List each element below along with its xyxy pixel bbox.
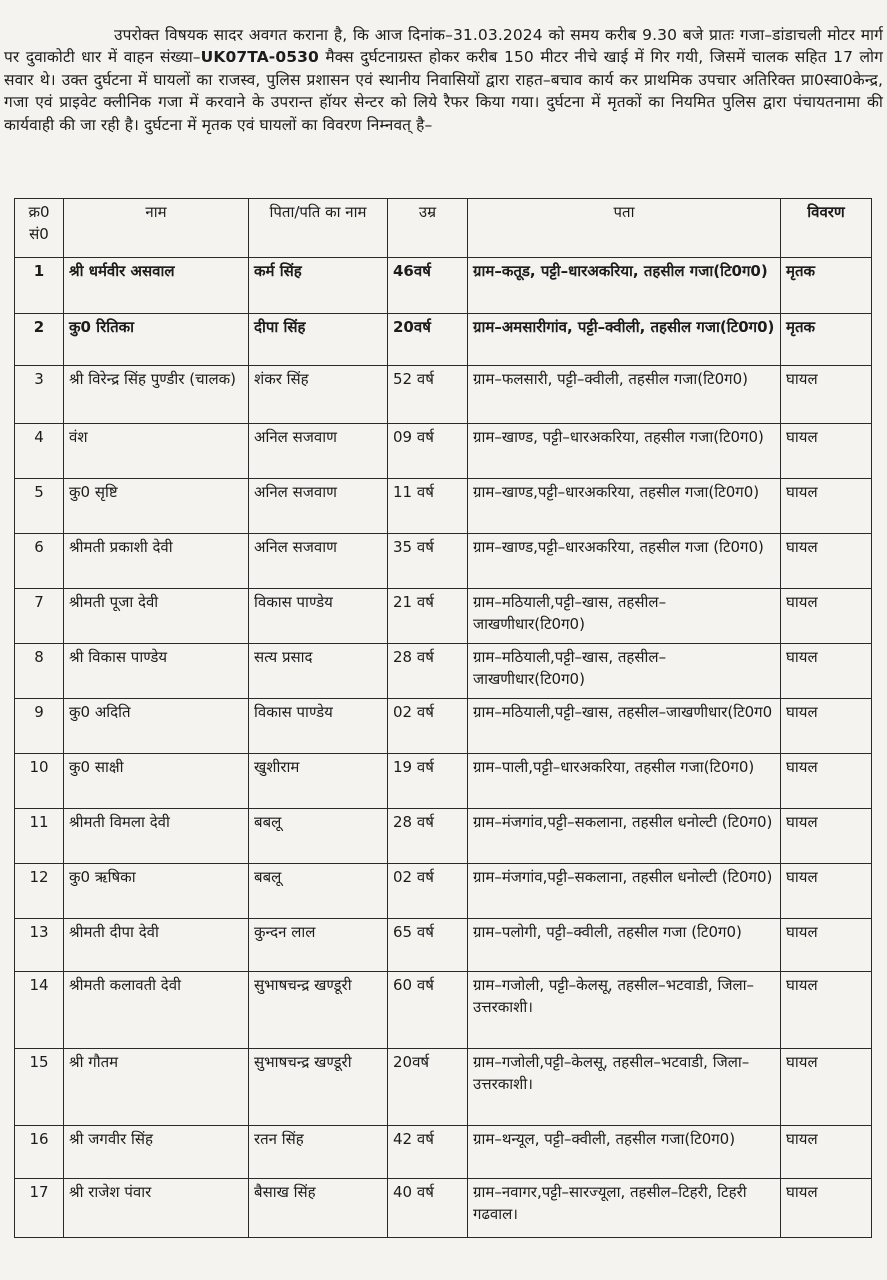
cell-status: घायल [781, 919, 872, 972]
cell-address: ग्राम–अमसारीगांव, पट्टी–क्वीली, तहसील गजा(टि0ग0) [468, 314, 781, 366]
cell-name: श्री विकास पाण्डेय [64, 644, 249, 699]
cell-father: कुन्दन लाल [249, 919, 388, 972]
table-row [15, 534, 872, 589]
cell-status: घायल [781, 1126, 872, 1179]
cell-sno: 17 [15, 1179, 64, 1238]
cell-age: 19 वर्ष [388, 754, 468, 809]
cell-name: श्री धर्मवीर असवाल [64, 258, 249, 314]
cell-address: ग्राम–कतूड, पट्टी–धारअकरिया, तहसील गजा(टि0ग0) [468, 258, 781, 314]
cell-age: 02 वर्ष [388, 864, 468, 919]
cell-age: 60 वर्ष [388, 972, 468, 1049]
cell-status: घायल [781, 864, 872, 919]
cell-address: ग्राम–मठियाली,पट्टी–खास, तहसील–जाखणीधार(टि0ग0 [468, 699, 781, 754]
cell-name: कु0 साक्षी [64, 754, 249, 809]
cell-father: सुभाषचन्द्र खण्डूरी [249, 1049, 388, 1126]
cell-status: घायल [781, 809, 872, 864]
table-row [15, 699, 872, 754]
cell-father: अनिल सजवाण [249, 479, 388, 534]
cell-sno: 5 [15, 479, 64, 534]
cell-father: सत्य प्रसाद [249, 644, 388, 699]
table-row [15, 644, 872, 699]
cell-age: 09 वर्ष [388, 424, 468, 479]
cell-father: बबलू [249, 809, 388, 864]
casualty-table [14, 198, 872, 1238]
cell-father: विकास पाण्डेय [249, 699, 388, 754]
cell-father: अनिल सजवाण [249, 534, 388, 589]
cell-sno: 2 [15, 314, 64, 366]
cell-age: 28 वर्ष [388, 809, 468, 864]
cell-sno: 10 [15, 754, 64, 809]
cell-name: श्री गौतम [64, 1049, 249, 1126]
cell-status: घायल [781, 972, 872, 1049]
cell-age: 35 वर्ष [388, 534, 468, 589]
cell-sno: 14 [15, 972, 64, 1049]
cell-status: घायल [781, 754, 872, 809]
table-row [15, 1126, 872, 1179]
cell-sno: 16 [15, 1126, 64, 1179]
para-text-3: मैक्स दुर्घटनाग्रस्त होकर करीब 150 मीटर नीचे खाई में गिर गयी, जिसमें चालक सहित 17 लोग सवार थे। उक्त दुर्घटना में घायलों का राजस्व, पुलिस प्रशासन एवं स्थानीय निवासियों द्वारा राहत–बचाव कार्य कर प्राथमिक उपचार अतिरिक्त प्रा0स्वा0केन्द्र, गजा एवं प्राइवेट क्लीनिक गजा में करवाने के उपरान्त हॉयर सेन्टर को लिये रैफर किया गया। दुर्घटना में मृतकों का नियमित पुलिस द्वारा पंचायतनामा की कार्यवाही की जा रही है। दुर्घटना में मृतक एवं घायलों का विवरण निम्नवत् है– [4, 48, 883, 134]
para-text-1: उपरोक्त विषयक सादर अवगत कराना है, कि आज दिनांक– [114, 25, 453, 44]
vehicle-number: UK07TA-0530 [200, 48, 319, 67]
cell-age: 52 वर्ष [388, 366, 468, 424]
cell-father: कर्म सिंह [249, 258, 388, 314]
table-row [15, 809, 872, 864]
table-row [15, 1049, 872, 1126]
cell-address: ग्राम–मठियाली,पट्टी–खास, तहसील–जाखणीधार(टि0ग0) [468, 644, 781, 699]
cell-status: घायल [781, 366, 872, 424]
cell-status: घायल [781, 479, 872, 534]
cell-sno: 12 [15, 864, 64, 919]
cell-age: 40 वर्ष [388, 1179, 468, 1238]
header-sno: क्र0 सं0 [15, 199, 64, 258]
cell-name: श्रीमती प्रकाशी देवी [64, 534, 249, 589]
table-row [15, 314, 872, 366]
para-text-2: को समय करीब 9.30 बजे प्रातः गजा–डांडाचली मोटर मार्ग पर दुवाकोटी धार में वाहन संख्या– [4, 25, 883, 67]
cell-age: 11 वर्ष [388, 479, 468, 534]
cell-address: ग्राम–पाली,पट्टी–धारअकरिया, तहसील गजा(टि0ग0) [468, 754, 781, 809]
cell-address: ग्राम–फलसारी, पट्टी–क्वीली, तहसील गजा(टि0ग0) [468, 366, 781, 424]
cell-name: श्रीमती कलावती देवी [64, 972, 249, 1049]
cell-age: 46वर्ष [388, 258, 468, 314]
cell-name: कु0 सृष्टि [64, 479, 249, 534]
cell-address: ग्राम–पलोगी, पट्टी–क्वीली, तहसील गजा (टि0ग0) [468, 919, 781, 972]
cell-sno: 15 [15, 1049, 64, 1126]
cell-sno: 7 [15, 589, 64, 644]
cell-age: 42 वर्ष [388, 1126, 468, 1179]
cell-address: ग्राम–मंजगांव,पट्टी–सकलाना, तहसील धनोल्टी (टि0ग0) [468, 864, 781, 919]
cell-sno: 8 [15, 644, 64, 699]
cell-sno: 3 [15, 366, 64, 424]
header-age: उम्र [388, 199, 468, 258]
header-address: पता [468, 199, 781, 258]
cell-name: श्रीमती विमला देवी [64, 809, 249, 864]
table-row [15, 1179, 872, 1238]
cell-address: ग्राम–गजोली, पट्टी–केलसू, तहसील–भटवाडी, जिला–उत्तरकाशी। [468, 972, 781, 1049]
cell-age: 02 वर्ष [388, 699, 468, 754]
cell-address: ग्राम–नवागर,पट्टी–सारज्यूला, तहसील–टिहरी, टिहरी गढवाल। [468, 1179, 781, 1238]
cell-address: ग्राम–खाण्ड,पट्टी–धारअकरिया, तहसील गजा (टि0ग0) [468, 534, 781, 589]
cell-name: श्रीमती पूजा देवी [64, 589, 249, 644]
cell-father: सुभाषचन्द्र खण्डूरी [249, 972, 388, 1049]
table-row [15, 424, 872, 479]
cell-father: अनिल सजवाण [249, 424, 388, 479]
cell-address: ग्राम–खाण्ड,पट्टी–धारअकरिया, तहसील गजा(टि0ग0) [468, 479, 781, 534]
cell-address: ग्राम–गजोली,पट्टी–केलसू, तहसील–भटवाडी, जिला–उत्तरकाशी। [468, 1049, 781, 1126]
header-father: पिता/पति का नाम [249, 199, 388, 258]
incident-date: 31.03.2024 [452, 25, 543, 44]
cell-sno: 13 [15, 919, 64, 972]
cell-status: घायल [781, 589, 872, 644]
cell-sno: 4 [15, 424, 64, 479]
cell-status: मृतक [781, 314, 872, 366]
cell-address: ग्राम–खाण्ड, पट्टी–धारअकरिया, तहसील गजा(टि0ग0) [468, 424, 781, 479]
table-row [15, 258, 872, 314]
table-row [15, 919, 872, 972]
cell-age: 20वर्ष [388, 1049, 468, 1126]
cell-status: घायल [781, 644, 872, 699]
cell-name: कु0 ऋषिका [64, 864, 249, 919]
intro-paragraph [4, 24, 883, 137]
header-status: विवरण [781, 199, 872, 258]
header-name: नाम [64, 199, 249, 258]
cell-address: ग्राम–थन्यूल, पट्टी–क्वीली, तहसील गजा(टि0ग0) [468, 1126, 781, 1179]
cell-status: घायल [781, 1179, 872, 1238]
cell-sno: 1 [15, 258, 64, 314]
cell-age: 21 वर्ष [388, 589, 468, 644]
cell-sno: 11 [15, 809, 64, 864]
cell-status: घायल [781, 699, 872, 754]
cell-father: रतन सिंह [249, 1126, 388, 1179]
cell-age: 28 वर्ष [388, 644, 468, 699]
cell-name: श्रीमती दीपा देवी [64, 919, 249, 972]
table-body [15, 258, 872, 1238]
cell-status: घायल [781, 1049, 872, 1126]
cell-name: श्री जगवीर सिंह [64, 1126, 249, 1179]
cell-name: श्री राजेश पंवार [64, 1179, 249, 1238]
cell-sno: 9 [15, 699, 64, 754]
cell-status: घायल [781, 534, 872, 589]
cell-father: बबलू [249, 864, 388, 919]
cell-status: मृतक [781, 258, 872, 314]
table-header-row [15, 199, 872, 258]
table-row [15, 864, 872, 919]
cell-status: घायल [781, 424, 872, 479]
cell-father: बैसाख सिंह [249, 1179, 388, 1238]
cell-sno: 6 [15, 534, 64, 589]
table-row [15, 754, 872, 809]
cell-age: 65 वर्ष [388, 919, 468, 972]
cell-address: ग्राम–मंजगांव,पट्टी–सकलाना, तहसील धनोल्टी (टि0ग0) [468, 809, 781, 864]
cell-father: शंकर सिंह [249, 366, 388, 424]
cell-address: ग्राम–मठियाली,पट्टी–खास, तहसील–जाखणीधार(टि0ग0) [468, 589, 781, 644]
cell-father: विकास पाण्डेय [249, 589, 388, 644]
cell-father: दीपा सिंह [249, 314, 388, 366]
cell-name: श्री विरेन्द्र सिंह पुण्डीर (चालक) [64, 366, 249, 424]
cell-name: कु0 अदिति [64, 699, 249, 754]
table-row [15, 589, 872, 644]
table-row [15, 972, 872, 1049]
table-row [15, 479, 872, 534]
cell-father: खुशीराम [249, 754, 388, 809]
table-row [15, 366, 872, 424]
cell-name: वंश [64, 424, 249, 479]
cell-age: 20वर्ष [388, 314, 468, 366]
cell-name: कु0 रितिका [64, 314, 249, 366]
